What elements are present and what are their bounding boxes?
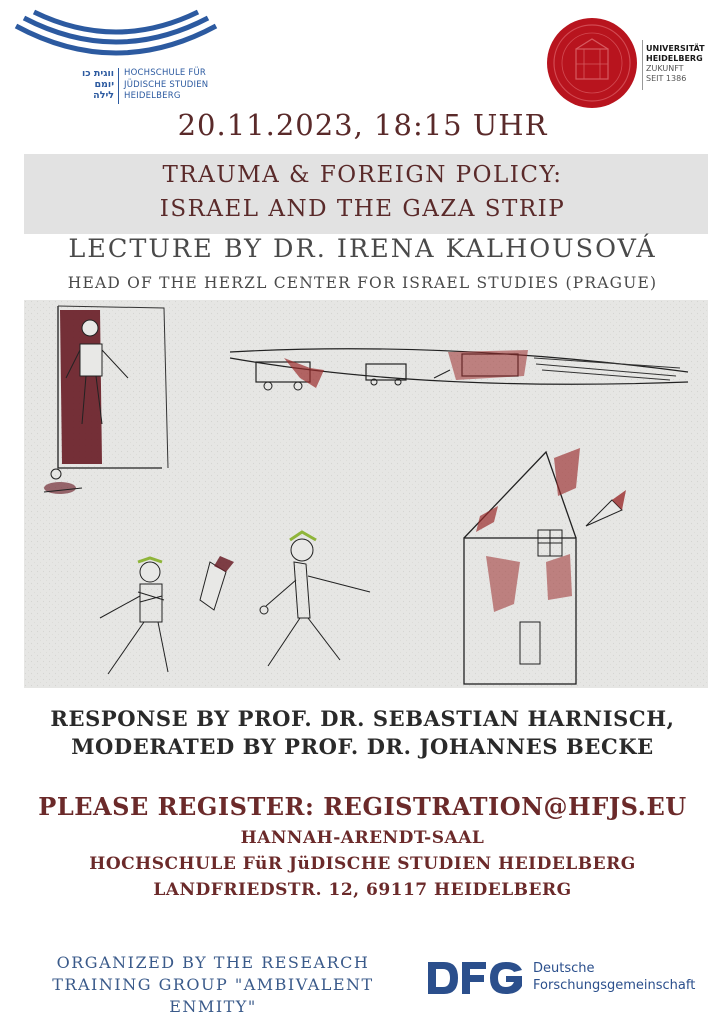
event-title-line1: TRAUMA & FOREIGN POLICY:	[162, 162, 563, 188]
venue-address: LANDFRIEDSTR. 12, 69117 HEIDELBERG	[153, 880, 572, 900]
venue-institution: HOCHSCHULE FüR JüDISCHE STUDIEN HEIDELBERG	[89, 854, 636, 874]
hfjs-divider	[118, 68, 119, 104]
dfg-name: Deutsche Forschungsgemeinschaft	[533, 961, 696, 993]
lecturer-role: HEAD OF THE HERZL CENTER FOR ISRAEL STUDIES (PRAGUE)	[67, 274, 658, 292]
lecturer: LECTURE BY DR. IRENA KALHOUSOVÁ	[68, 234, 657, 264]
event-date: 20.11.2023, 18:15 UHR	[177, 108, 548, 142]
hfjs-name: HOCHSCHULE FÜR JÜDISCHE STUDIEN HEIDELBERG	[124, 68, 209, 101]
hfjs-hebrew-motto: ווגית כו יומם לילה	[81, 68, 114, 101]
event-title-line2: ISRAEL AND THE GAZA STRIP	[159, 196, 566, 222]
dfg-logo	[426, 960, 524, 996]
organizer: ORGANIZED BY THE RESEARCH TRAINING GROUP "AMBIVALENT ENMITY"	[52, 953, 374, 1016]
child-drawing	[24, 300, 708, 688]
university-divider	[642, 40, 643, 90]
venue-room: HANNAH-ARENDT-SAAL	[240, 828, 485, 848]
registration-info[interactable]: PLEASE REGISTER: REGISTRATION@HFJS.EU	[38, 792, 687, 821]
moderator: MODERATED BY PROF. DR. JOHANNES BECKE	[71, 734, 654, 759]
respondent: RESPONSE BY PROF. DR. SEBASTIAN HARNISCH,	[50, 706, 675, 731]
university-name: UNIVERSITÄT HEIDELBERG ZUKUNFT SEIT 1386	[646, 44, 705, 83]
university-seal-icon	[546, 17, 638, 109]
